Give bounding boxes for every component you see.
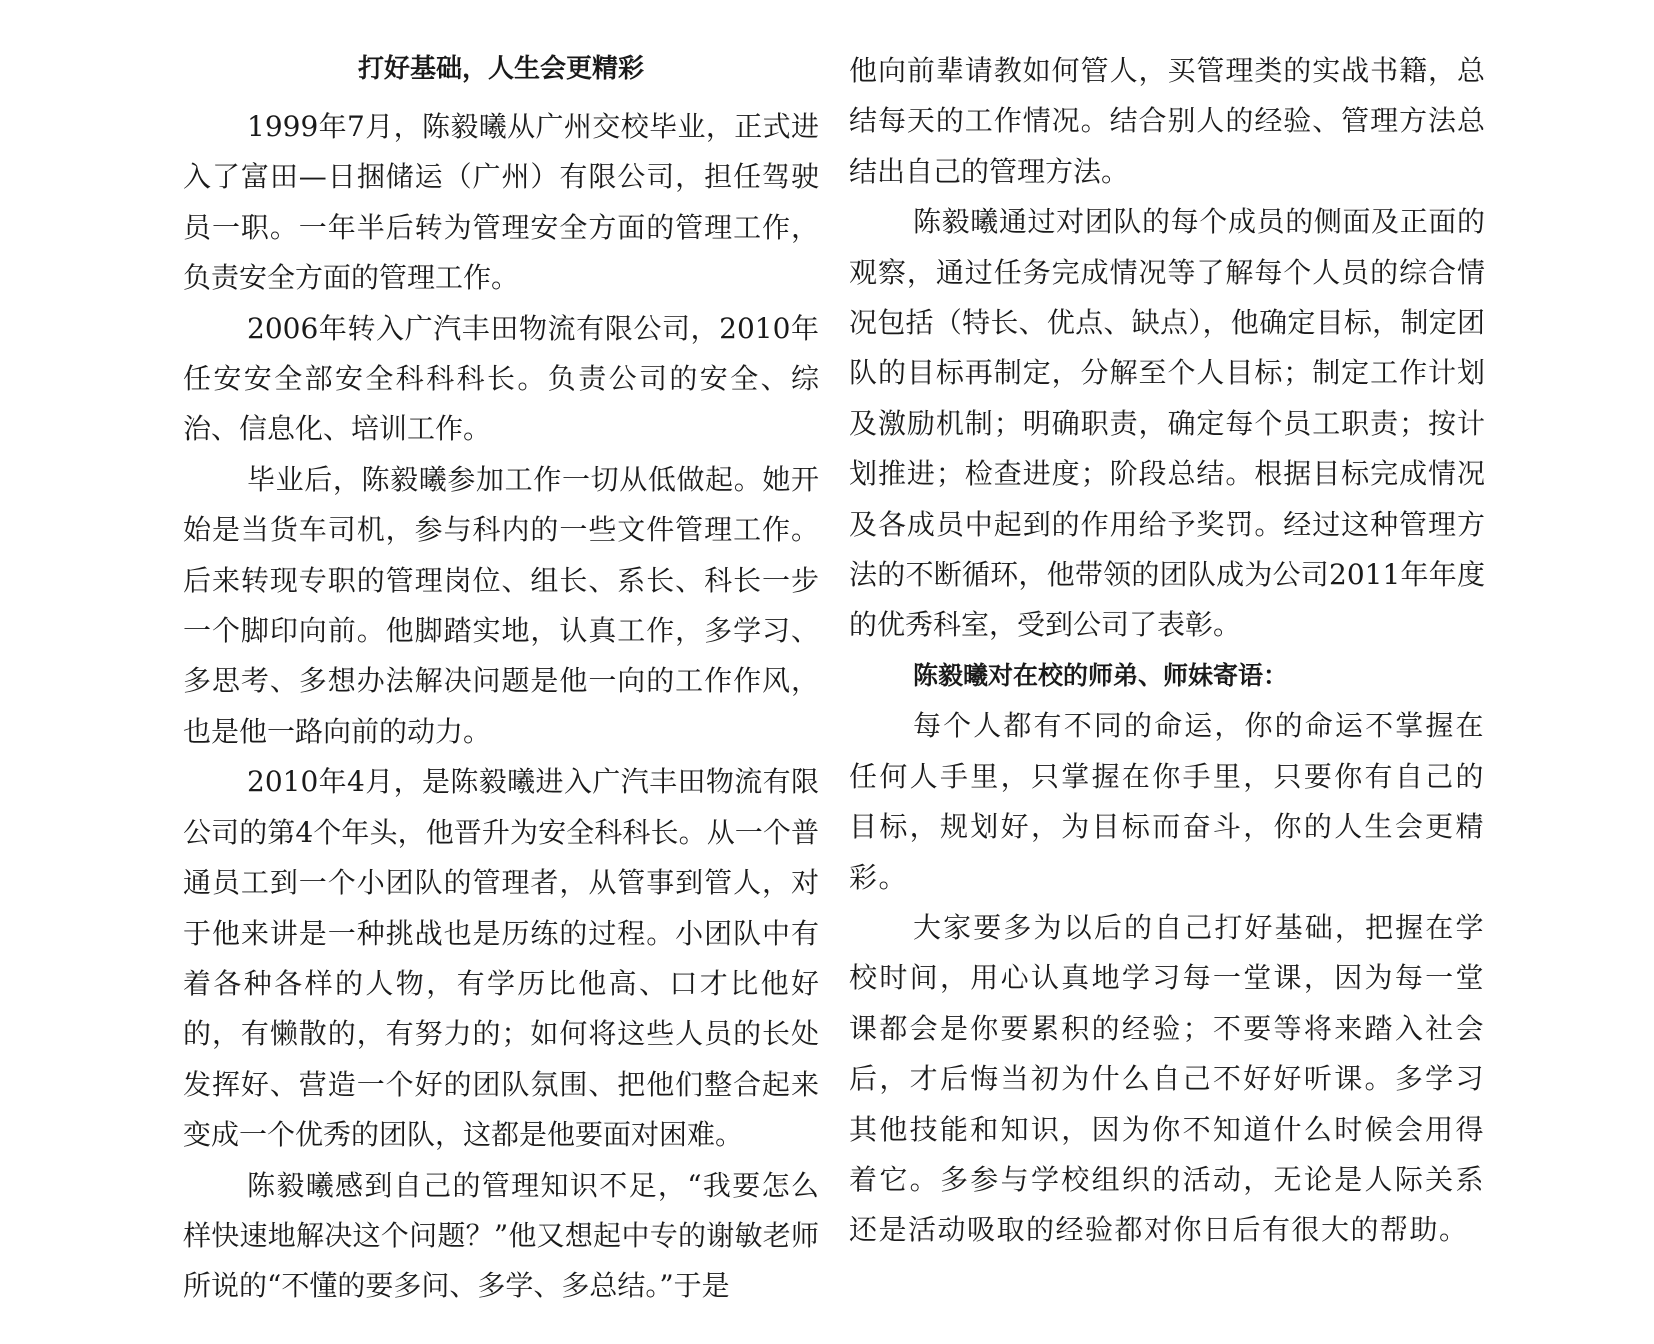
- paragraph-management-knowledge: 陈毅曦感到自己的管理知识不足，“我要怎么样快速地解决这个问题？”他又想起中专的谢敏老师所说的“不懂的要多问、多学、多总结。”于是: [183, 1168, 819, 1303]
- section-subheading: 陈毅曦对在校的师弟、师妹寄语：: [913, 660, 1289, 690]
- paragraph-destiny: 每个人都有不同的命运，你的命运不掌握在任何人手里，只掌握在你手里，只要你有自己的目标，规划好，为目标而奋斗，你的人生会更精彩。: [849, 709, 1485, 894]
- left-column: [183, 44, 819, 1312]
- paragraph-team-observation: 陈毅曦通过对团队的每个成员的侧面及正面的观察，通过任务完成情况等了解每个人员的综合情况包括（特长、优点、缺点），他确定目标，制定团队的目标再制定，分解至个人目标；制定工作计划及激励机制；明确职责，确定每个员工职责；按计划推进；检查进度；阶段总结。根据目标完成情况及各成员中起到的作用给予奖罚。经过这种管理方法的不断循环，他带领的团队成为公司2011年年度的优秀科室，受到公司了表彰。: [849, 205, 1485, 642]
- paragraph-2006-transfer: 2006年转入广汽丰田物流有限公司，2010年任安安全部安全科科科长。负责公司的安全、综治、信息化、培训工作。: [183, 311, 819, 446]
- article-title: 打好基础，人生会更精彩: [357, 54, 644, 84]
- paragraph-continuation: 他向前辈请教如何管人，买管理类的实战书籍，总结每天的工作情况。结合别人的经验、管理方法总结出自己的管理方法。: [849, 54, 1485, 188]
- paragraph-2010-promotion: 2010年4月，是陈毅曦进入广汽丰田物流有限公司的第4个年头，他晋升为安全科科长。从一个普通员工到一个小团队的管理者，从管事到管人，对于他来讲是一种挑战也是历练的过程。小团队中有着各种各样的人物，有学历比他高、口才比他好的，有懒散的，有努力的；如何将这些人员的长处发挥好、营造一个好的团队氛围、把他们整合起来变成一个优秀的团队，这都是他要面对困难。: [183, 765, 819, 1152]
- paragraph-career-start: 毕业后，陈毅曦参加工作一切从低做起。她开始是当货车司机，参与科内的一些文件管理工作。后来转现专职的管理岗位、组长、系长、科长一步一个脚印向前。他脚踏实地，认真工作，多学习、多思考、多想办法解决问题是他一向的工作作风，也是他一路向前的动力。: [183, 462, 819, 748]
- right-column: [849, 46, 1485, 1256]
- paragraph-advice: 大家要多为以后的自己打好基础，把握在学校时间，用心认真地学习每一堂课，因为每一堂课都会是你要累积的经验；不要等将来踏入社会后，才后悔当初为什么自己不好好听课。多学习其他技能和知识，因为你不知道什么时候会用得着它。多参与学校组织的活动，无论是人际关系还是活动吸取的经验都对你日后有很大的帮助。: [849, 910, 1485, 1247]
- paragraph-graduation: 1999年7月，陈毅曦从广州交校毕业，正式进入了富田—日捆储运（广州）有限公司，担任驾驶员一职。一年半后转为管理安全方面的管理工作，负责安全方面的管理工作。: [183, 110, 819, 295]
